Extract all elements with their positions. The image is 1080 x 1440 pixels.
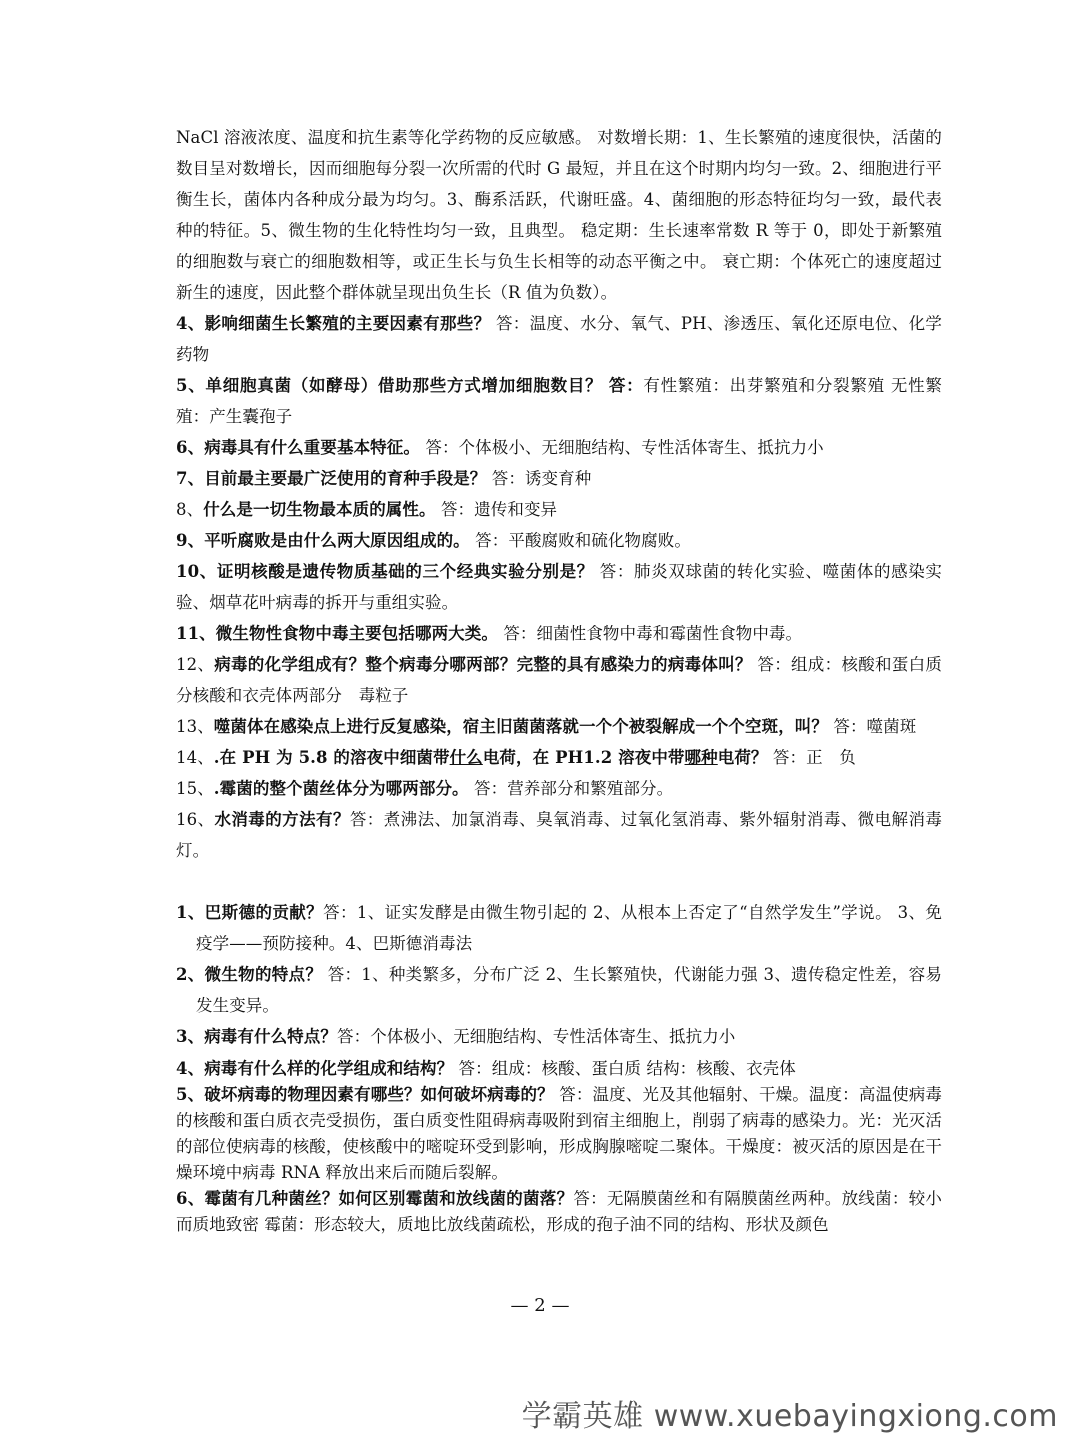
item-number: 11、 xyxy=(176,624,216,643)
answer-text: 答：1、证实发酵是由微生物引起的 2、从根本上否定了“自然学发生”学说。 3、免疫学——预防接种。4、巴斯德消毒法 xyxy=(196,903,942,953)
item-number: 5、 xyxy=(176,376,206,395)
question-part: 电荷？ xyxy=(717,748,768,767)
qa-item xyxy=(176,432,942,463)
qa-item xyxy=(176,1186,942,1238)
qa-item xyxy=(176,959,942,1021)
qa-item xyxy=(176,1021,942,1052)
intro-paragraph: NaCl 溶液浓度、温度和抗生素等化学药物的反应敏感。 对数增长期：1、生长繁殖的速度很快，活菌的数目呈对数增长，因而细胞每分裂一次所需的代时 G 最短，并且在这个时期内均匀一致。2、细胞进行平衡生长，菌体内各种成分最为均匀。3、酶系活跃，代谢旺盛。4、菌细胞的形态特征均匀一致，最代表种的特征。5、微生物的生化特性均匀一致，且典型。 稳定期：生长速率常数 R 等于 0，即处于新繁殖的细胞数与衰亡的细胞数相等，或正生长与负生长相等的动态平衡之中。 衰亡期：个体死亡的速度超过新生的速度，因此整个群体就呈现出负生长（R 值为负数）。 xyxy=(176,128,942,302)
answer-text: 答：正 负 xyxy=(767,748,856,767)
item-number: 3、 xyxy=(176,1027,205,1046)
qa-item xyxy=(176,897,942,959)
qa-item xyxy=(176,618,942,649)
underlined-word: 什么 xyxy=(449,748,483,767)
answer-text: 答：平酸腐败和硫化物腐败。 xyxy=(469,531,691,550)
question-part: .在 PH 为 5.8 的溶夜中细菌带 xyxy=(213,748,450,767)
question-text: 水消毒的方法有？ xyxy=(214,810,350,829)
item-number: 4、 xyxy=(176,314,205,333)
item-number: 13、 xyxy=(176,717,214,736)
question-text: 平听腐败是由什么两大原因组成的。 xyxy=(204,531,470,550)
answer-text: 答：温度、光及其他辐射、干燥。温度：高温使病毒的核酸和蛋白质衣壳受损伤，蛋白质变性阻碍病毒吸附到宿主细胞上，削弱了病毒的感染力。光：光灭活的部位使病毒的核酸，使核酸中的嘧啶环受到影响，形成胸腺嘧啶二聚体。干燥度：被灭活的原因是在干燥环境中病毒 RNA 释放出来后而随后裂解。 xyxy=(176,1085,942,1182)
qa-item xyxy=(176,463,942,494)
qa-item xyxy=(176,494,942,525)
answer-text: 答：无隔膜菌丝和有隔膜菌丝两种。放线菌：较小而质地致密 霉菌：形态较大，质地比放线菌疏松，形成的孢子油不同的结构、形状及颜色 xyxy=(176,1189,942,1234)
qa-item xyxy=(176,804,942,866)
qa-item xyxy=(176,742,942,773)
question-text: 病毒有什么样的化学组成和结构？ xyxy=(204,1059,454,1078)
answer-text: 答：个体极小、无细胞结构、专性活体寄生、抵抗力小 xyxy=(420,438,824,457)
question-text: 单细胞真菌（如酵母）借助那些方式增加细胞数目？ 答： xyxy=(205,376,644,395)
item-number: 14、 xyxy=(176,748,214,767)
underlined-word: 哪种 xyxy=(684,748,718,767)
qa-item xyxy=(176,1082,942,1186)
question-text: 目前最主要最广泛使用的育种手段是？ xyxy=(204,469,487,488)
qa-item xyxy=(176,711,942,742)
question-text: 噬菌体在感染点上进行反复感染，宿主旧菌菌落就一个个被裂解成一个个空斑，叫？ xyxy=(213,717,828,736)
answer-text: 答：个体极小、无细胞结构、专性活体寄生、抵抗力小 xyxy=(337,1027,736,1046)
item-number: 4、 xyxy=(176,1059,205,1078)
answer-text: 答：温度、水分、氧气、PH、渗透压、氧化还原电位、化学药物 xyxy=(176,314,942,364)
answer-text: 有性繁殖：出芽繁殖和分裂繁殖 无性繁殖：产生囊孢子 xyxy=(176,376,942,426)
question-text: 证明核酸是遗传物质基础的三个经典实验分别是？ xyxy=(216,562,594,581)
item-number: 15、 xyxy=(176,779,214,798)
question-text: 病毒有什么特点？ xyxy=(204,1027,337,1046)
answer-text: 答：噬菌斑 xyxy=(828,717,917,736)
qa-item xyxy=(176,308,942,370)
qa-item xyxy=(176,525,942,556)
answer-text: 答：组成：核酸、蛋白质 结构：核酸、衣壳体 xyxy=(453,1059,796,1078)
answer-text: 答：煮沸法、加氯消毒、臭氧消毒、过氧化氢消毒、紫外辐射消毒、微电解消毒灯。 xyxy=(176,810,942,860)
question-part: 电荷，在 PH1.2 溶夜中带 xyxy=(482,748,685,767)
question-text xyxy=(214,748,768,767)
item-number: 6、 xyxy=(176,438,205,457)
document-body xyxy=(176,122,942,1238)
answer-text: 答：营养部分和繁殖部分。 xyxy=(468,779,674,798)
question-text: 微生物性食物中毒主要包括哪两大类。 xyxy=(215,624,498,643)
item-number: 2、 xyxy=(176,965,205,984)
answer-text: 答：肺炎双球菌的转化实验、噬菌体的感染实验、烟草花叶病毒的拆开与重组实验。 xyxy=(176,562,942,612)
answer-text: 答：1、种类繁多，分布广泛 2、生长繁殖快，代谢能力强 3、遗传稳定性差，容易发生变异。 xyxy=(196,965,943,1015)
question-text: 霉菌有几种菌丝？如何区别霉菌和放线菌的菌落？ xyxy=(204,1189,574,1208)
answer-text: 答：组成：核酸和蛋白质 分核酸和衣壳体两部分 毒粒子 xyxy=(176,655,943,705)
qa-item xyxy=(176,1056,942,1082)
item-number: 1、 xyxy=(176,903,205,922)
item-number: 8、 xyxy=(176,500,204,519)
item-number: 16、 xyxy=(176,810,215,829)
qa-item xyxy=(176,370,942,432)
question-text: 病毒的化学组成有？整个病毒分哪两部？完整的具有感染力的病毒体叫？ xyxy=(214,655,752,674)
question-text: 影响细菌生长繁殖的主要因素有那些？ xyxy=(204,314,491,333)
page-number: — 2 — xyxy=(510,1295,570,1316)
qa-item xyxy=(176,649,942,711)
question-text: 巴斯德的贡献？ xyxy=(204,903,324,922)
question-text: .霉菌的整个菌丝体分为哪两部分。 xyxy=(213,779,469,798)
question-text: 什么是一切生物最本质的属性。 xyxy=(203,500,436,519)
question-text: 微生物的特点？ xyxy=(204,965,323,984)
answer-text: 答：遗传和变异 xyxy=(435,500,558,519)
question-text: 病毒具有什么重要基本特征。 xyxy=(204,438,420,457)
item-number: 6、 xyxy=(176,1189,205,1208)
item-number: 9、 xyxy=(176,531,205,550)
qa-item xyxy=(176,556,942,618)
item-number: 7、 xyxy=(176,469,205,488)
answer-text: 答：细菌性食物中毒和霉菌性食物中毒。 xyxy=(497,624,803,643)
site-watermark: 学霸英雄 www.xuebayingxiong.com xyxy=(521,1399,1058,1434)
item-number: 10、 xyxy=(176,562,217,581)
question-text: 破坏病毒的物理因素有哪些？如何破坏病毒的？ xyxy=(204,1085,554,1104)
answer-text: 答：诱变育种 xyxy=(486,469,592,488)
item-number: 5、 xyxy=(176,1085,205,1104)
section-spacer xyxy=(176,866,942,897)
item-number: 12、 xyxy=(176,655,215,674)
qa-item xyxy=(176,773,942,804)
